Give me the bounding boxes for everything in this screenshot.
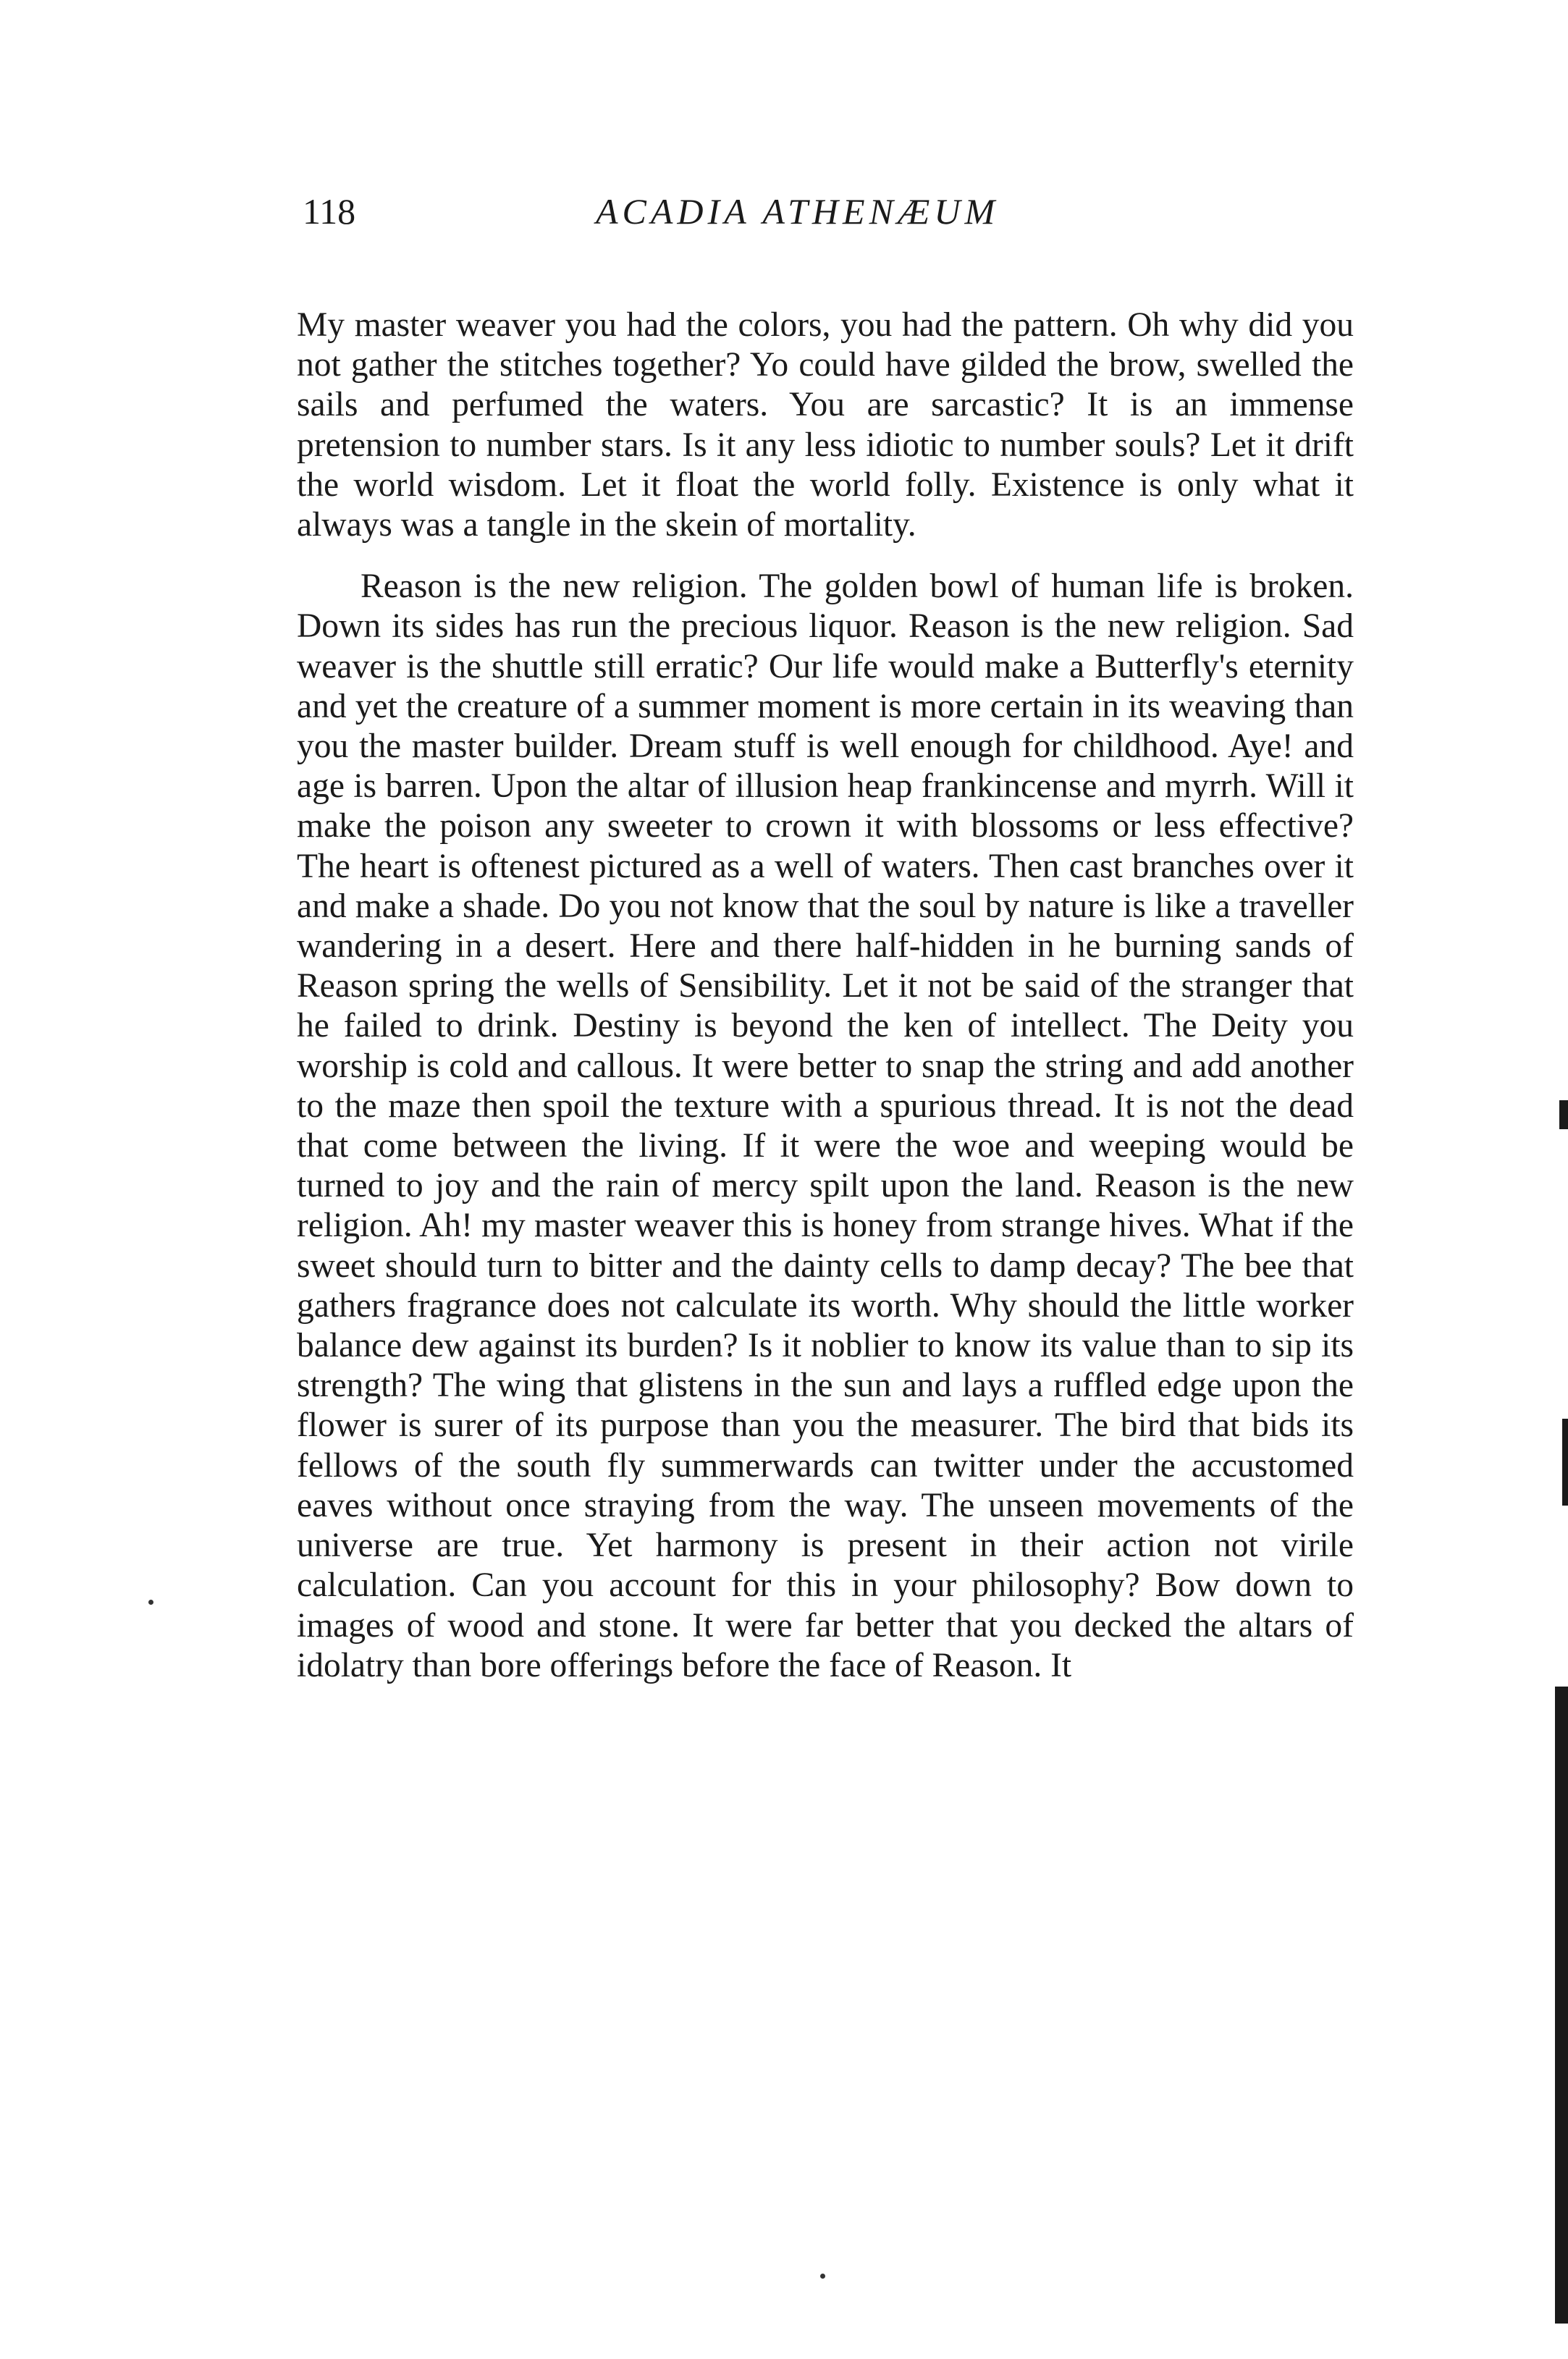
scan-edge-mark (1562, 1419, 1568, 1506)
article-body (297, 305, 1354, 1686)
scan-speck (148, 1600, 153, 1605)
paragraph-2: Reason is the new religion. The golden bowl of human life is broken. Down its sides has run the precious liquor. Reason is the new religion. Sad weaver is the shuttle still erratic? Our life would make a Butterfly's eternity and yet the creature of a summer moment is more certain in its weaving than you the master builder. Dream stuff is well enough for childhood. Aye! and age is barren. Upon the altar of illusion heap frankincense and myrrh. Will it make the poison any sweeter to crown it with blossoms or less effective? The heart is oftenest pictured as a well of waters. Then cast branches over it and make a shade. Do you not know that the soul by nature is like a traveller wandering in a desert. Here and there half-hidden in he burning sands of Reason spring the wells of Sensibility. Let it not be said of the stranger that he failed to drink. Destiny is beyond the ken of intellect. The Deity you worship is cold and callous. It were better to snap the string and add another to the maze then spoil the texture with a spurious thread. It is not the dead that come between the living. If it were the woe and weeping would be turned to joy and the rain of mercy spilt upon the land. Reason is the new religion. Ah! my master weaver this is honey from strange hives. What if the sweet should turn to bitter and the dainty cells to damp decay? The bee that gathers fragrance does not calculate its worth. Why should the little worker balance dew against its burden? Is it noblier to know its value than to sip its strength? The wing that glistens in the sun and lays a ruffled edge upon the flower is surer of its purpose than you the measurer. The bird that bids its fellows of the south fly summerwards can twitter under the accustomed eaves without once straying from the way. The unseen movements of the universe are true. Yet harmony is present in their action not virile calculation. Can you account for this in your philosophy? Bow down to images of wood and stone. It were far better that you decked the altars of idolatry than bore offerings before the face of Reason. It (297, 567, 1354, 1684)
page-header (303, 190, 1352, 233)
running-head: ACADIA ATHENÆUM (596, 191, 1000, 232)
scan-edge-mark (1559, 1100, 1568, 1129)
page-number: 118 (303, 191, 356, 232)
paragraph-1: My master weaver you had the colors, you had the pattern. Oh why did you not gather the stitches together? Yo could have gilded the brow, swelled the sails and perfumed the waters. You are sarcastic? It is an immense pretension to number stars. Is it any less idiotic to number souls? Let it drift the world wisdom. Let it float the world folly. Existence is only what it always was a tangle in the skein of mortality. (297, 306, 1354, 544)
scan-edge-mark (1555, 1687, 1568, 2324)
scan-speck (820, 2274, 825, 2279)
